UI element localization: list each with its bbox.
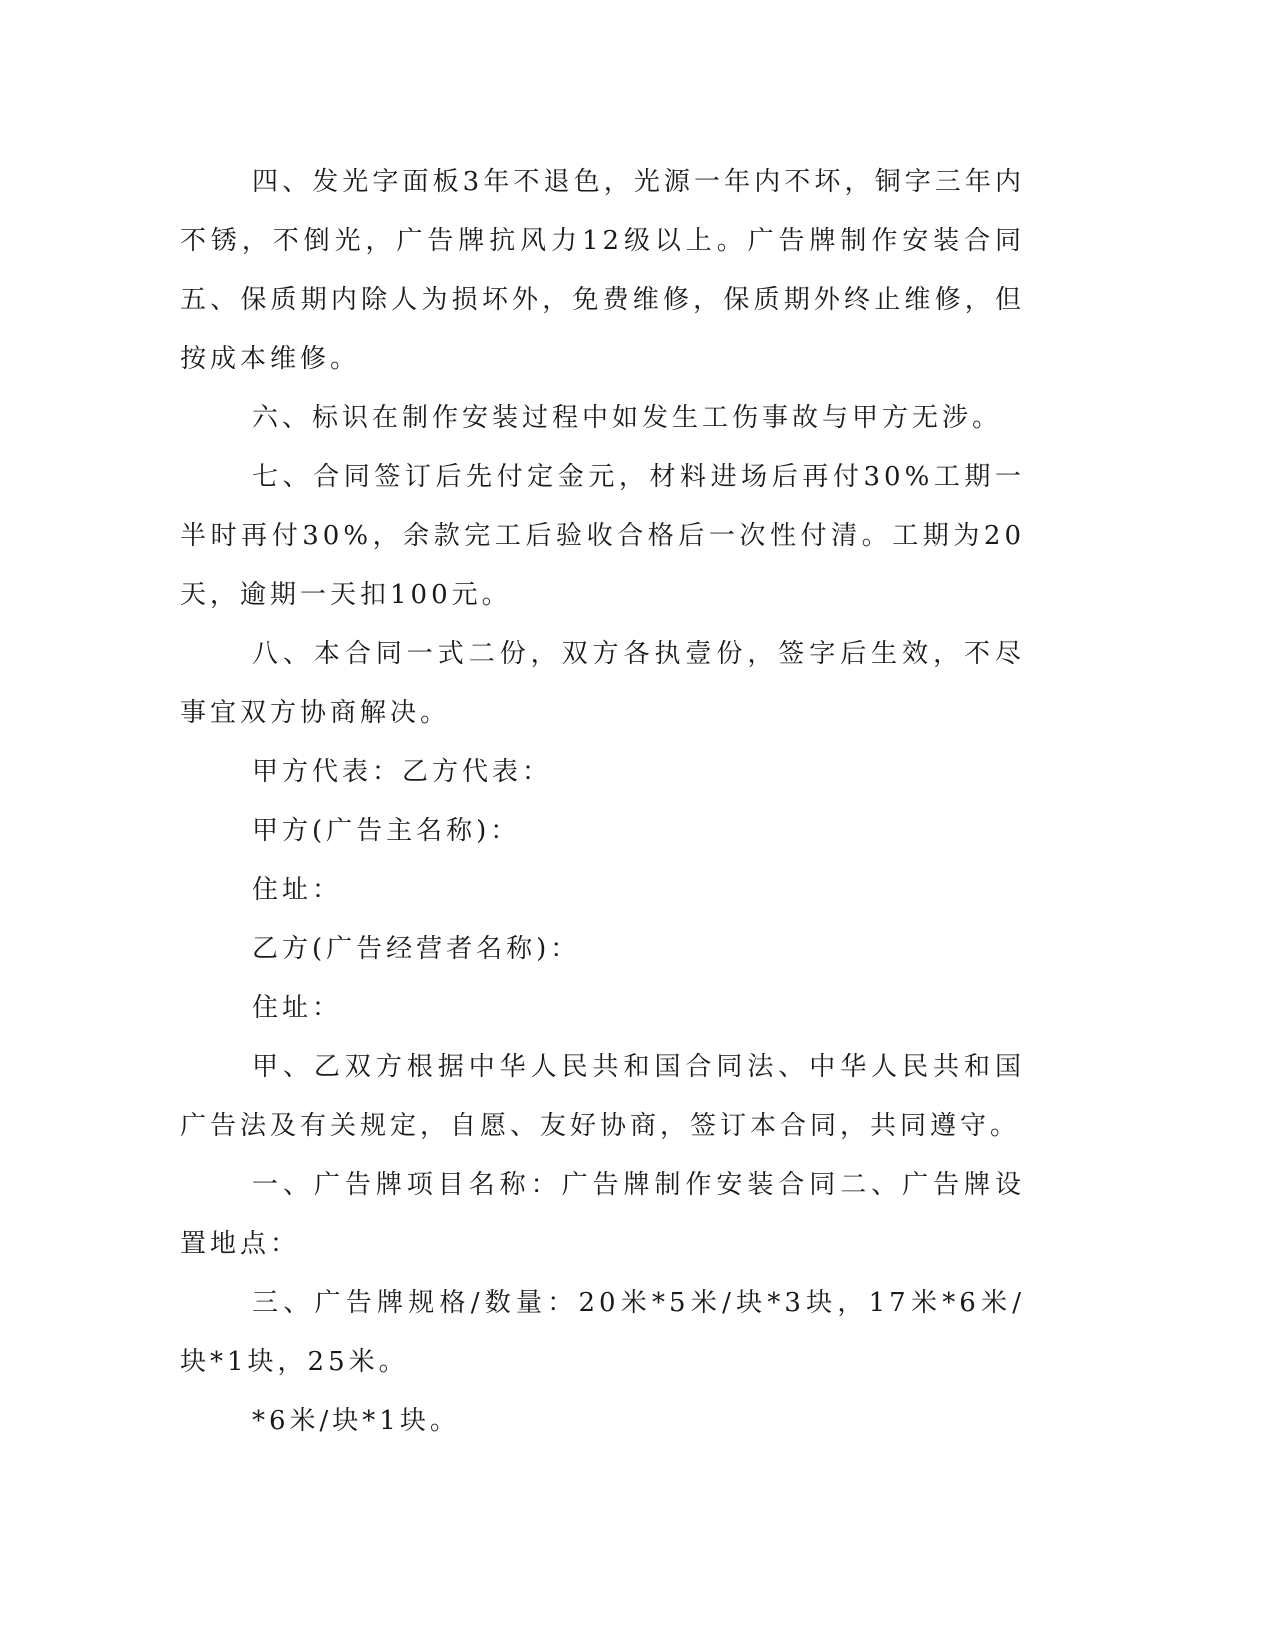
paragraph-legal-basis: 甲、乙双方根据中华人民共和国合同法、中华人民共和国广告法及有关规定，自愿、友好协商，签订本合同，共同遵守。: [180, 1052, 1025, 1141]
document-body: [180, 153, 1025, 1451]
paragraph-party-a-address: 住址：: [252, 875, 343, 905]
paragraph-party-b-name: 乙方(广告经营者名称)：: [252, 934, 581, 964]
paragraph-copies-effect: 八、本合同一式二份，双方各执壹份，签字后生效，不尽事宜双方协商解决。: [180, 639, 1025, 728]
paragraph-party-b-address: 住址：: [252, 993, 343, 1023]
paragraph-project-name-location: 一、广告牌项目名称：广告牌制作安装合同二、广告牌设置地点：: [180, 1170, 1025, 1259]
paragraph-injury-liability: 六、标识在制作安装过程中如发生工伤事故与甲方无涉。: [252, 403, 1003, 433]
paragraph-representatives: 甲方代表：乙方代表：: [252, 757, 553, 787]
paragraph-party-a-name: 甲方(广告主名称)：: [252, 816, 521, 846]
paragraph-warranty-terms: 四、发光字面板3年不退色，光源一年内不坏，铜字三年内不锈，不倒光，广告牌抗风力12级以上。广告牌制作安装合同五、保质期内除人为损坏外，免费维修，保质期外终止维修，但按成本维修。: [180, 167, 1025, 374]
paragraph-specifications-continued: *6米/块*1块。: [252, 1406, 460, 1436]
paragraph-specifications: 三、广告牌规格/数量：20米*5米/块*3块，17米*6米/块*1块，25米。: [180, 1288, 1025, 1377]
paragraph-payment-terms: 七、合同签订后先付定金元，材料进场后再付30%工期一半时再付30%，余款完工后验收合格后一次性付清。工期为20天，逾期一天扣100元。: [180, 462, 1025, 610]
